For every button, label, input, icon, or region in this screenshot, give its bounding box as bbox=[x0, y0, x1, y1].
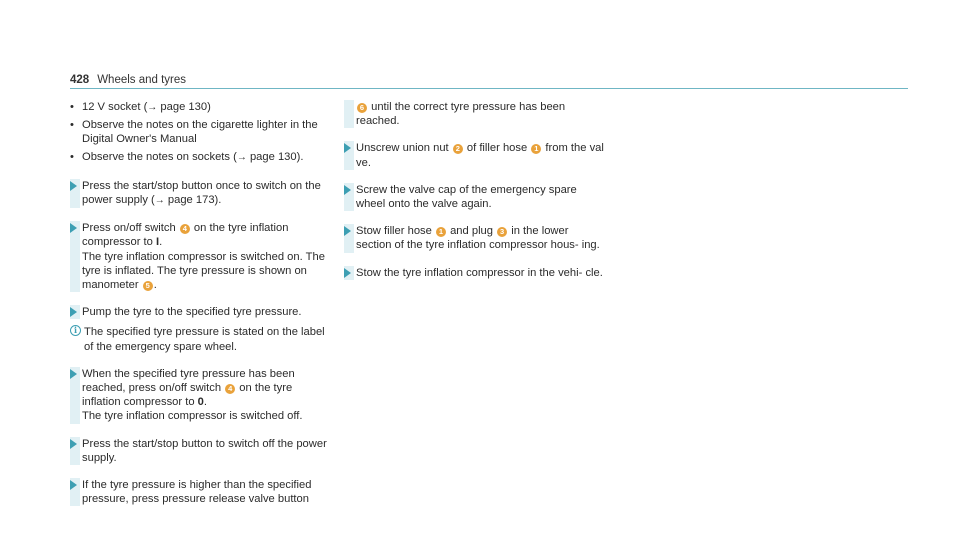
arrow-right-icon: → bbox=[147, 102, 158, 113]
page-number: 428 bbox=[70, 74, 90, 86]
step-text: of filler hose bbox=[463, 142, 531, 155]
step-result-text: The tyre inflation compressor is switched off. bbox=[82, 410, 303, 423]
step-text: until the cor​rect tyre pressure has been reached. bbox=[356, 101, 566, 128]
step-text: on the tyre inflation compressor to bbox=[82, 382, 293, 409]
callout-4: 4 bbox=[180, 224, 190, 234]
step-release-pressure bbox=[70, 478, 332, 506]
step-text: from the val​ve. bbox=[356, 142, 604, 169]
step-text: Stow filler hose bbox=[356, 225, 435, 238]
page-reference-link[interactable]: page 130) bbox=[157, 101, 211, 113]
bullet-text: 12 V soc​ket ( bbox=[82, 101, 148, 113]
bullet-cigarette-lighter bbox=[70, 118, 332, 146]
arrow-right-icon: → bbox=[236, 151, 247, 163]
step-arrow-icon bbox=[70, 480, 77, 490]
info-icon: i bbox=[70, 325, 81, 336]
page-reference-link[interactable]: page 173). bbox=[164, 194, 222, 207]
step-arrow-icon bbox=[70, 369, 77, 379]
step-release-pressure-continued bbox=[344, 100, 606, 128]
callout-6: 6 bbox=[357, 103, 367, 113]
step-arrow-icon bbox=[344, 185, 351, 195]
step-text: Unscr​ew union nut bbox=[356, 142, 452, 155]
step-text: Stow the tyre inflation compressor in the vehi- cle. bbox=[356, 266, 603, 279]
callout-4: 4 bbox=[225, 384, 235, 394]
step-result-text: The tyre inflation compressor is switched on. The tyre is inflated. The tyre pressure is shown on manometer bbox=[82, 250, 325, 292]
header-rule bbox=[70, 88, 908, 89]
switch-position-0: 0 bbox=[197, 396, 204, 409]
bullet-12v-socket bbox=[70, 100, 332, 115]
step-arrow-icon bbox=[344, 226, 351, 236]
step-switch-off-power bbox=[70, 437, 332, 465]
step-text: . bbox=[203, 396, 207, 409]
step-text: Pump the tyre to the specified tyre pressure. bbox=[82, 306, 302, 319]
bullet-sockets bbox=[70, 150, 332, 165]
step-arrow-icon bbox=[70, 223, 77, 233]
callout-5: 5 bbox=[143, 281, 153, 291]
step-text: on the tyre inflation compressor to bbox=[82, 222, 289, 249]
step-unscrew-union-nut bbox=[344, 141, 606, 169]
step-stow-compressor bbox=[344, 266, 606, 280]
step-text: When the specified tyre pressure has been reached, press on/off switch bbox=[82, 367, 295, 395]
step-stow-filler-hose bbox=[344, 224, 606, 252]
step-text: Press on/off switch bbox=[82, 222, 179, 235]
step-text: Scr​ew the val​ve cap of the emer​gency spare wheel onto the val​ve again. bbox=[356, 183, 577, 211]
step-bar bbox=[344, 100, 354, 128]
section-title: Wheels and tyres bbox=[97, 74, 187, 86]
step-arrow-icon bbox=[70, 181, 77, 191]
left-column bbox=[70, 100, 332, 506]
callout-1: 1 bbox=[531, 144, 541, 154]
step-switch-off-compressor bbox=[70, 367, 332, 424]
page-reference-link[interactable]: page 130). bbox=[246, 150, 304, 163]
step-arrow-icon bbox=[70, 439, 77, 449]
note-specified-pressure bbox=[70, 325, 332, 353]
right-column bbox=[344, 100, 606, 280]
callout-3: 3 bbox=[497, 227, 507, 237]
step-text: in the lo​wer section of the tyre inflation compressor hous- ing. bbox=[356, 225, 600, 252]
step-arrow-icon bbox=[344, 143, 351, 153]
step-text: and plug bbox=[446, 225, 497, 238]
bullet-text: Obser​ve the no​tes on soc​kets ( bbox=[82, 150, 237, 163]
step-text: If the tyre pressure is higher than the specified pressure, press pressure release valve button bbox=[82, 479, 312, 506]
page-header bbox=[70, 73, 186, 87]
note-text: The specified tyre pressure is stated on the label of the emer​gency spare wheel. bbox=[84, 326, 325, 353]
step-switch-on-power bbox=[70, 179, 332, 208]
step-arrow-icon bbox=[344, 268, 351, 278]
bullet-text: Obser​ve the no​tes on the cigarette lighter in the Digital Owner's Manual bbox=[82, 119, 318, 146]
switch-position-i: I bbox=[156, 236, 160, 249]
step-text: Press the st​art/stop button to switch off the po​wer supp​ly. bbox=[82, 437, 327, 464]
step-text: . bbox=[159, 236, 163, 249]
step-arrow-icon bbox=[70, 307, 77, 317]
step-screw-valve-cap bbox=[344, 183, 606, 211]
arrow-right-icon: → bbox=[154, 195, 165, 207]
callout-1: 1 bbox=[436, 227, 446, 237]
step-text: Press the st​art/stop button once to switch on the po​wer supply ( bbox=[82, 179, 321, 207]
step-text: . bbox=[153, 279, 157, 292]
step-pump-tyre bbox=[70, 305, 332, 319]
step-press-on-off bbox=[70, 221, 332, 292]
callout-2: 2 bbox=[453, 144, 463, 154]
